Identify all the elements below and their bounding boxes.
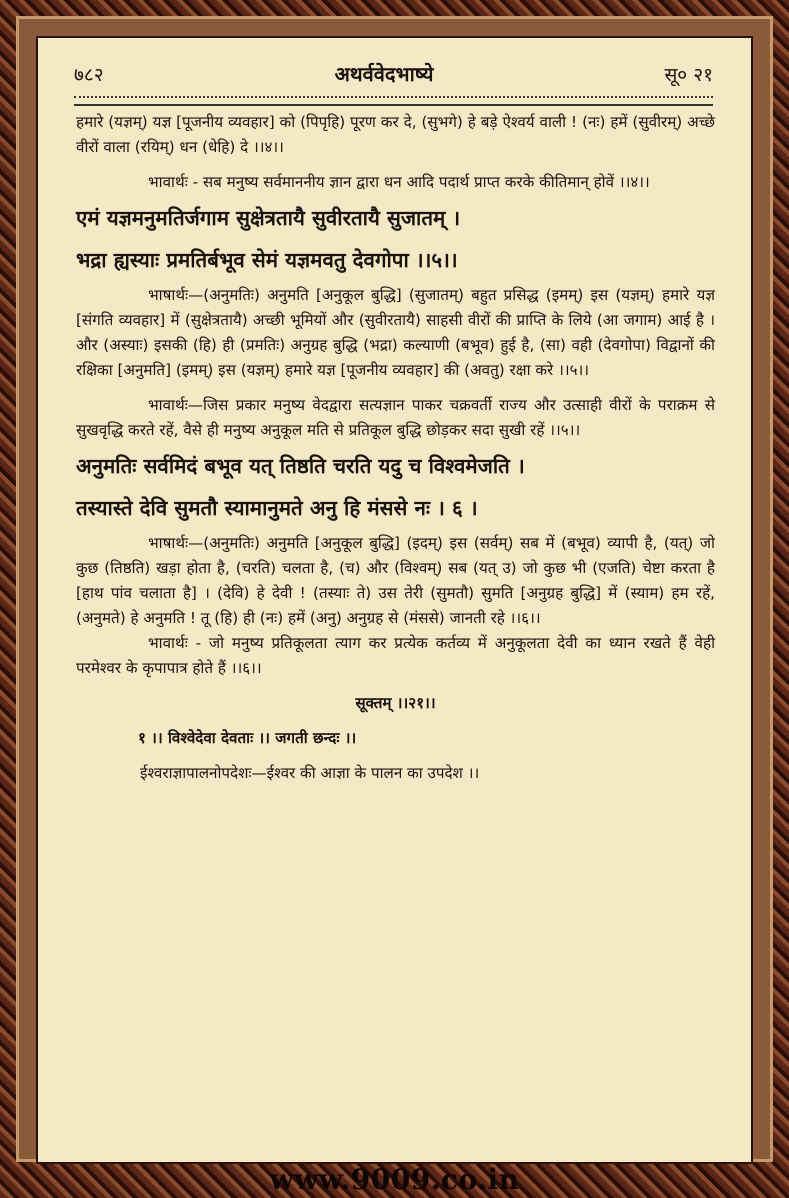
page-number: ७८२ — [74, 64, 104, 86]
sukta-heading: सूक्तम् ।।२१।। — [355, 694, 436, 712]
site-url: www.9009.co.in — [269, 1163, 520, 1196]
bhavartha-6: भावार्थः - जो मनुष्य प्रतिकूलता त्याग कर प्रत्येक कर्तव्य में अनुकूलता देवी का ध्यान रखते हैं वेही परमेश्वर के कृपापात्र होते हैं ।।६।। — [76, 634, 715, 677]
bhavartha-4: भावार्थः - सब मनुष्य सर्वमाननीय ज्ञान द्वारा धन आदि पदार्थ प्राप्त करके कीतिमान् होवें ।।४।। — [148, 173, 650, 191]
bhasharth-6: भाषार्थः—(अनुमतिः) अनुमति [अनुकूल बुद्धि] (इदम्) इस (सर्वम्) सब में (बभूव) व्यापी है, (यत्) जो कुछ (तिष्ठति) खड़ा होता है, (चरति) चलता है, (च) और (विश्वम्) सब (यत् उ) जो कुछ भी (एजति) चेष्टा करता है [हाथ पांव चलाता है] । (देवि) हे देवी ! (तस्याः ते) उस तेरी (सुमतौ) सुमति [अनुग्रह बुद्धि] में (स्याम) हम रहें, (अनुमते) हे अनुमति ! तू (हि) ही (नः) हमें (अनु) अनुग्रह से (मंससे) जानती रहे ।।६।। — [76, 534, 715, 627]
mantra-6-line-2: तस्यास्ते देवि सुमतौ स्यामानुमते अनु हि मंससे नः । ६ । — [76, 496, 478, 520]
section-label: सू० २१ — [664, 64, 713, 86]
bhavartha-5: भावार्थः—जिस प्रकार मनुष्य वेदद्वारा सत्यज्ञान पाकर चक्रवर्ती राज्य और उत्साही वीरों के पराक्रम से सुखवृद्धि करते रहें, वैसे ही मनुष्य अनुकूल मति से प्रतिकूल बुद्धि छोड़कर सदा सुखी रहें ।।५।। — [76, 396, 715, 439]
mantra-5-line-2: भद्रा ह्यस्याः प्रमतिर्बभूव सेमं यज्ञमवतु देवगोपा ।।५।। — [76, 248, 458, 272]
header-divider — [74, 96, 713, 106]
topic-line: ईश्वराज्ञापालनोपदेशः—ईश्वर की आज्ञा के पालन का उपदेश ।। — [140, 764, 480, 782]
mantra-5-line-1: एमं यज्ञमनुमतिर्जगाम सुक्षेत्रतायै सुवीरतायै सुजातम् । — [76, 206, 461, 230]
scripture-page — [36, 36, 753, 1164]
page-header — [74, 60, 713, 87]
bhasharth-5: भाषार्थः—(अनुमतिः) अनुमति [अनुकूल बुद्धि] (सुजातम्) बहुत प्रसिद्ध (इमम्) इस (यज्ञम्) हमारे यज्ञ [संगति व्यवहार] में (सुक्षेत्रतायै) अच्छी भूमियों और (सुवीरतायै) साहसी वीरों की प्राप्ति के लिये (आ जगाम) आई है । और (अस्याः) इसकी (हि) ही (प्रमतिः) अनुग्रह बुद्धि (भद्रा) कल्याणी (बभूव) हुई है, (सा) वही (देवगोपा) विद्वानों की रक्षिका [अनुमति] (इमम्) इस (यज्ञम्) हमारे यज्ञ [पूजनीय व्यवहार] की (अवतु) रक्षा करे ।।५।। — [76, 286, 715, 379]
deity-meter-line: १ ।। विश्वेदेवा देवताः ।। जगती छन्दः ।। — [138, 729, 357, 747]
translation-paragraph-4: हमारे (यज्ञम्) यज्ञ [पूजनीय व्यवहार] को (पिपृहि) पूरण कर दे, (सुभगे) हे बड़े ऐश्वर्य वाली ! (नः) हमें (सुवीरम्) अच्छे वीरों वाला (रयिम्) धन (धेहि) दे ।।४।। — [76, 113, 715, 156]
book-title: अथर्ववेदभाष्ये — [334, 62, 434, 86]
page-body — [76, 110, 715, 786]
mantra-6-line-1: अनुमतिः सर्वमिदं बभूव यत् तिष्ठति चरति यदु च विश्वमेजति । — [76, 454, 525, 478]
